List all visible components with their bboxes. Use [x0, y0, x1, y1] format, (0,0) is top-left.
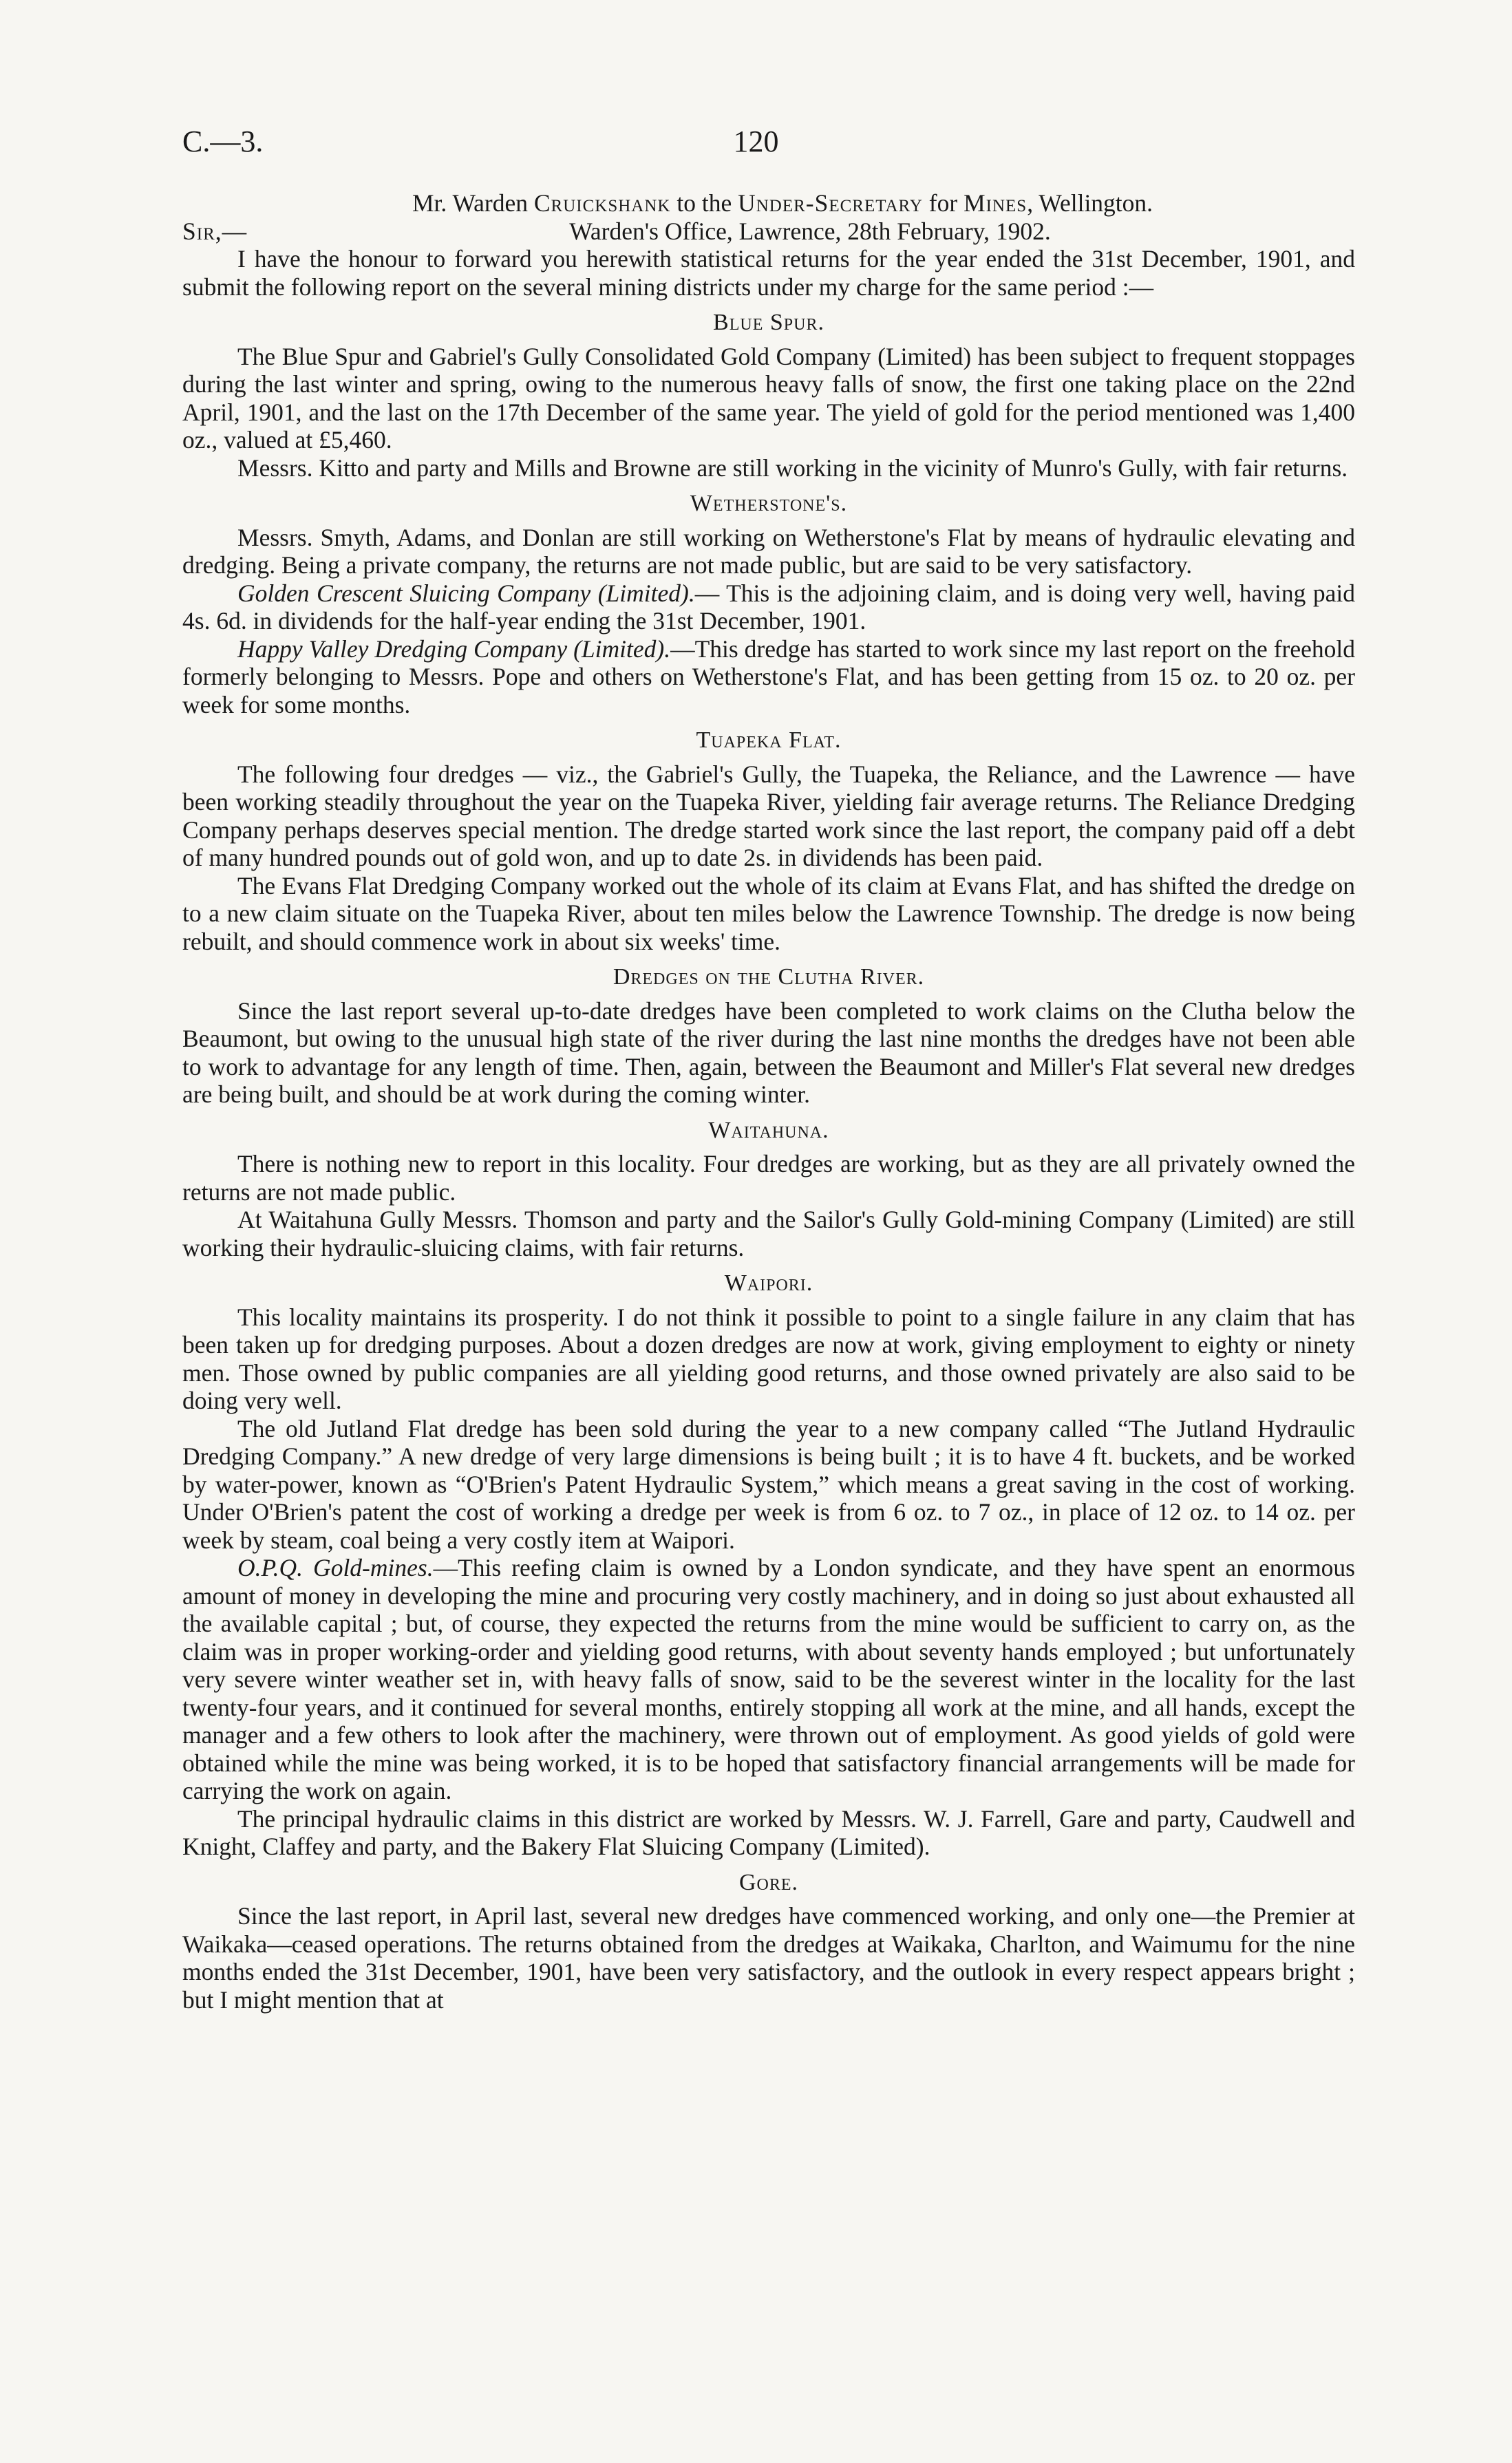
section-heading-clutha-river: Dredges on the Clutha River.: [613, 964, 925, 990]
paragraph: Since the last report several up-to-date dredges have been completed to work claims on the Clutha below the Beaumont, but owing to the unusual high state of the river during the last nine months the dredges have not been able to work to advantage for any length of time. Then, again, between the Beaumont and Miller's Flat several new dredges are being built, and should be at work during the coming winter.: [182, 996, 1355, 1108]
salutation-line: [182, 217, 1355, 246]
address-for: for: [922, 189, 964, 217]
section-heading-blue-spur: Blue Spur.: [713, 310, 824, 335]
section-heading-waipori: Waipori.: [724, 1270, 813, 1296]
paragraph: This locality maintains its prosperity. I do not think it possible to point to a single failure in any claim that has been taken up for dredging purposes. About a dozen dredges are now at work, giving employment to eighty or ninety men. Those owned by public companies are all yielding good returns, and those owned privately are also said to be doing very well.: [182, 1303, 1355, 1414]
intro-paragraph: I have the honour to forward you herewith statistical returns for the year ended the 31st December, 1901, and submit the following report on the several mining districts under my charge for the same period :—: [182, 245, 1355, 301]
section-heading-gore: Gore.: [738, 1869, 799, 1895]
paragraph-text: —This dredge has started to work since my last report on the freehold formerly belonging to Messrs. Pope and others on Wetherstone's Flat, and has been getting from 15 oz. to 20 oz. per week for some months.: [182, 635, 1355, 718]
paragraph: [182, 1554, 1355, 1805]
address-mid: to the: [670, 189, 738, 217]
page-number: 120: [733, 125, 779, 158]
paragraph: At Waitahuna Gully Messrs. Thomson and party and the Sailor's Gully Gold-mining Company (Limited) are still working their hydraulic-sluicing claims, with fair returns.: [182, 1206, 1355, 1261]
document-reference: C.—3.: [182, 125, 264, 158]
paragraph: The principal hydraulic claims in this district are worked by Messrs. W. J. Farrell, Gare and party, Caudwell and Knight, Claffey and party, and the Bakery Flat Sluicing Company (Limited).: [182, 1804, 1355, 1860]
section-heading-tuapeka-flat: Tuapeka Flat.: [696, 727, 842, 753]
paragraph: Messrs. Kitto and party and Mills and Browne are still working in the vicinity of Munro's Gully, with fair returns.: [237, 454, 1348, 482]
company-name: Happy Valley Dredging Company (Limited).: [237, 635, 671, 663]
paragraph: [182, 579, 1355, 635]
company-name: Golden Crescent Sluicing Company (Limited).: [237, 579, 695, 607]
section-heading-waitahuna: Waitahuna.: [708, 1117, 829, 1143]
office-date: Warden's Office, Lawrence, 28th February, 1902.: [569, 217, 1051, 245]
warden-name: Cruickshank: [533, 189, 671, 217]
salutation: Sir,—: [182, 217, 248, 245]
paragraph: The Blue Spur and Gabriel's Gully Consolidated Gold Company (Limited) has been subject to frequent stoppages during the last winter and spring, owing to the numerous heavy falls of snow, the first one taking place on the 22nd April, 1901, and the last on the 17th December of the same year. The yield of gold for the period mentioned was 1,400 oz., valued at £5,460.: [182, 342, 1355, 454]
letter-address-line: [182, 189, 1355, 217]
recipient-title: Under-Secretary: [738, 189, 923, 217]
paragraph: The old Jutland Flat dredge has been sold during the year to a new company called “The Jutland Hydraulic Dredging Company.” A new dredge of very large dimensions is being built ; it is to have 4 ft. buckets, and be worked by water-power, known as “O'Brien's Patent Hydraulic System,” which means a great saving in the cost of working. Under O'Brien's patent the cost of working a dredge per week is from 6 oz. to 7 oz., in place of 12 oz. to 14 oz. per week by steam, coal being a very costly item at Waipori.: [182, 1414, 1355, 1554]
paragraph: Since the last report, in April last, several new dredges have commenced working, and only one—the Premier at Waikaka—ceased operations. The returns obtained from the dredges at Waikaka, Charlton, and Waimumu for the nine months ended the 31st December, 1901, have been very satisfactory, and the outlook in every respect appears bright ; but I might mention that at: [182, 1902, 1355, 2014]
company-name: O.P.Q. Gold-mines.: [237, 1554, 434, 1581]
page-header: [182, 124, 1330, 172]
department: Mines: [963, 189, 1027, 217]
paragraph: The following four dredges — viz., the Gabriel's Gully, the Tuapeka, the Reliance, and the Lawrence — have been working steadily throughout the year on the Tuapeka River, yielding fair average returns. The Reliance Dredging Company perhaps deserves special mention. The dredge started work since the last report, the company paid off a debt of many hundred pounds out of gold won, and up to date 2s. in dividends has been paid.: [182, 760, 1355, 871]
paragraph-text: —This reefing claim is owned by a London syndicate, and they have spent an enormous amount of money in developing the mine and procuring very costly machinery, and in doing so just about exhausted all the available capital ; but, of course, they expected the returns from the mine would be sufficient to carry on, as the claim was in proper working-order and yielding good returns, with about seventy hands employed ; but unfortunately very severe winter weather set in, with heavy falls of snow, said to be the severest winter in the locality for the last twenty-four years, and it continued for several months, entirely stopping all work at the mine, and all hands, except the manager and a few others to look after the machinery, were thrown out of employment. As good yields of gold were obtained while the mine was being worked, it is to be hoped that satisfactory financial arrangements will be made for carrying the work on again.: [182, 1554, 1355, 1804]
report-body: [182, 189, 1355, 2014]
paragraph: [182, 635, 1355, 719]
paragraph-text: — This is the adjoining claim, and is doing very well, having paid 4s. 6d. in dividends for the half-year ending the 31st December, 1901.: [182, 579, 1355, 635]
address-prefix: Mr. Warden: [412, 189, 534, 217]
section-heading-wetherstones: Wetherstone's.: [690, 491, 848, 516]
paragraph: The Evans Flat Dredging Company worked out the whole of its claim at Evans Flat, and has shifted the dredge on to a new claim situate on the Tuapeka River, about ten miles below the Lawrence Township. The dredge is now being rebuilt, and should commence work in about six weeks' time.: [182, 871, 1355, 955]
paragraph: There is nothing new to report in this locality. Four dredges are working, but as they are all privately owned the returns are not made public.: [182, 1150, 1355, 1206]
paragraph: Messrs. Smyth, Adams, and Donlan are still working on Wetherstone's Flat by means of hydraulic elevating and dredging. Being a private company, the returns are not made public, but are said to be very satisfactory.: [182, 523, 1355, 579]
address-suffix: , Wellington.: [1027, 189, 1153, 217]
